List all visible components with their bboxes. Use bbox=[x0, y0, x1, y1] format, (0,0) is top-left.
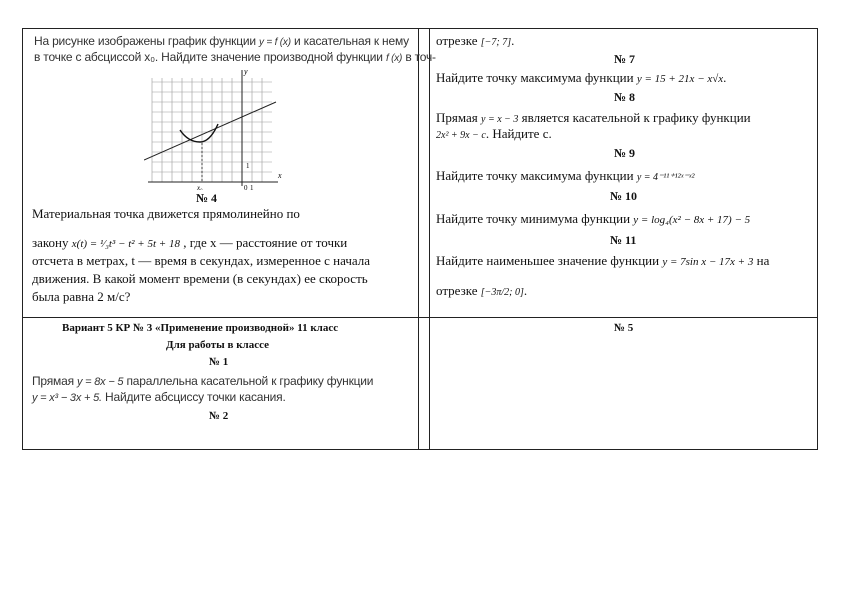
x-axis-label: x bbox=[278, 171, 282, 180]
task-1-line-1: Прямая y = 8x − 5 параллельна касательной к графику функции bbox=[32, 374, 374, 388]
task-9-title: № 9 bbox=[614, 146, 636, 160]
intro-line-1: На рисунке изображены график функции y = f (x) и касательная к нему bbox=[34, 34, 409, 48]
task-10-text: Найдите точку минимума функции y = log₄(x² − 8x + 17) − 5 bbox=[436, 211, 751, 226]
task-8-line-2: 2x² + 9x − c. Найдите c. bbox=[436, 126, 552, 141]
intro-line-2: в точке с абсциссой x₀. Найдите значение производной функции f (x) в точ- bbox=[34, 50, 436, 64]
y-axis-label: y bbox=[244, 67, 248, 76]
task-4-line-2: закону x(t) = ¹⁄₃t³ − t² + 5t + 18 , где x — расстояние от точки bbox=[32, 235, 348, 250]
task-11-line-1: Найдите наименьшее значение функции y = 7sin x − 17x + 3 на bbox=[436, 253, 770, 268]
function-graph bbox=[144, 64, 284, 190]
task-8-line-1: Прямая y = x − 3 является касательной к графику функции bbox=[436, 110, 751, 125]
task-8-title: № 8 bbox=[614, 90, 636, 104]
otrezke-line: отрезке [−7; 7]. bbox=[436, 33, 515, 48]
task-10-title: № 10 bbox=[610, 189, 638, 203]
column-divider-2 bbox=[429, 29, 430, 449]
task-4-line-5: была равна 2 м/с? bbox=[32, 289, 131, 304]
task-4-line-1: Материальная точка движется прямолинейно по bbox=[32, 206, 300, 221]
task-4-equation: x(t) = ¹⁄₃t³ − t² + 5t + 18 bbox=[71, 238, 180, 250]
task-4-title: № 4 bbox=[196, 191, 218, 205]
task-1-line-2: y = x³ − 3x + 5. Найдите абсциссу точки касания. bbox=[32, 390, 286, 404]
task-2-title: № 2 bbox=[209, 410, 229, 422]
function-curve bbox=[180, 124, 218, 142]
origin-label: 0 bbox=[244, 184, 248, 190]
x0-label: x₀ bbox=[197, 184, 203, 190]
task-11-title: № 11 bbox=[610, 233, 637, 247]
task-5-title: № 5 bbox=[614, 322, 634, 334]
task-7-title: № 7 bbox=[614, 52, 636, 66]
variant-subheader: Для работы в классе bbox=[166, 339, 269, 351]
variant-header: Вариант 5 КР № 3 «Применение производной» 11 класс bbox=[62, 322, 339, 334]
tick-y-label: 1 bbox=[246, 162, 250, 170]
task-11-line-2: отрезке [−3π/2; 0]. bbox=[436, 283, 528, 298]
tick-x-label: 1 bbox=[250, 184, 254, 190]
task-4-line-3: отсчета в метрах, t — время в секундах, измеренное с начала bbox=[32, 253, 371, 268]
column-divider bbox=[418, 29, 419, 449]
task-1-title: № 1 bbox=[209, 356, 229, 368]
task-4-line-4: движения. В какой момент времени (в секундах) ее скорость bbox=[32, 271, 368, 286]
task-9-text: Найдите точку максимума функции y = 4⁻¹¹⁺¹²ˣ⁻ˣ² bbox=[436, 168, 695, 183]
row-divider bbox=[23, 317, 817, 318]
tangent-line bbox=[144, 102, 276, 160]
task-7-text: Найдите точку максимума функции y = 15 + 21x − x√x. bbox=[436, 70, 727, 85]
